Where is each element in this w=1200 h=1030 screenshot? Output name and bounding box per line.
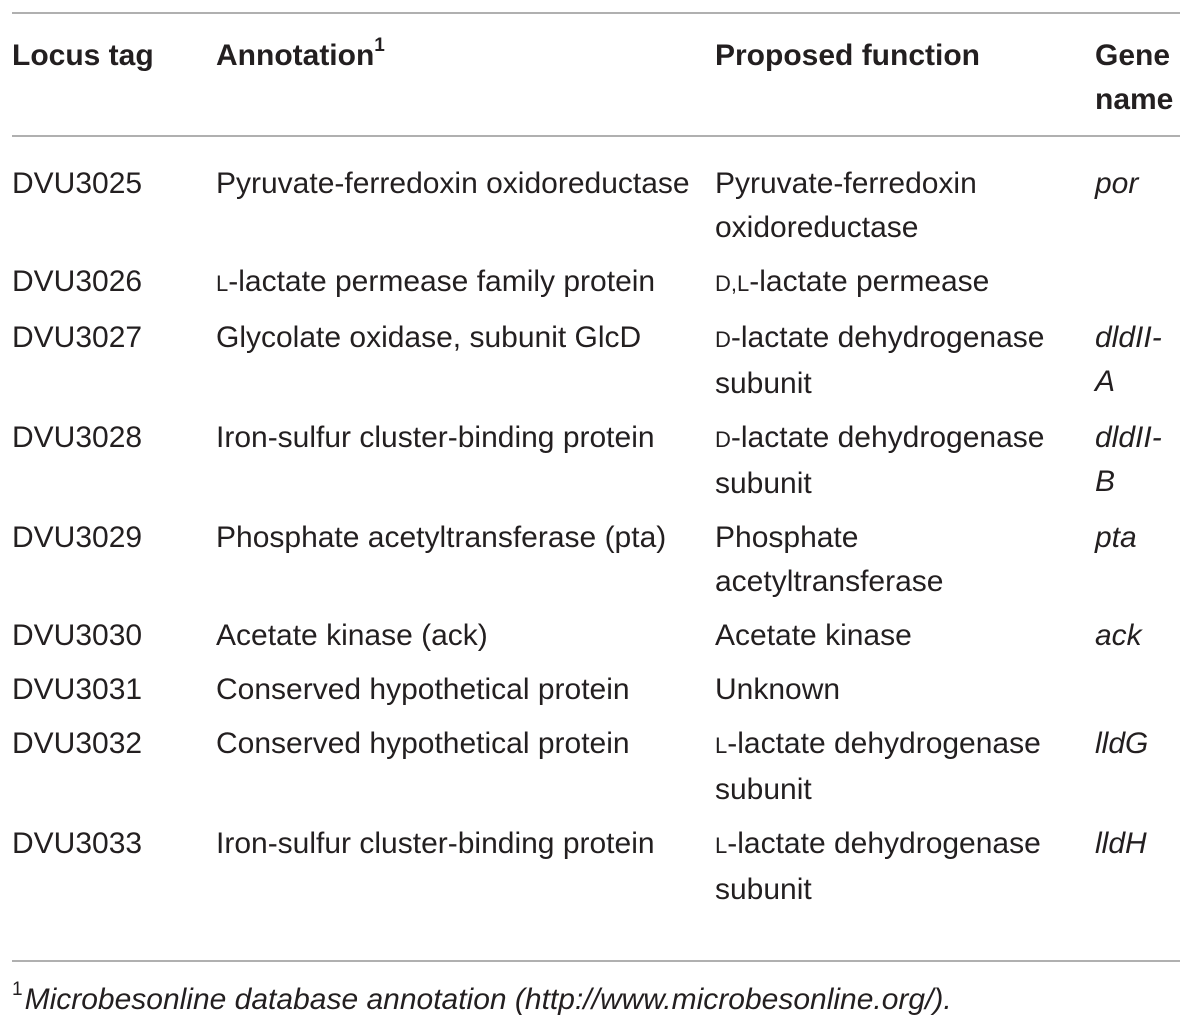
cell-locus: DVU3032 (12, 727, 143, 760)
table-row (12, 614, 1180, 668)
header-proposed-function: Proposed function (715, 39, 980, 72)
cell-gene: dldII-A (1095, 321, 1162, 398)
header-locus-tag: Locus tag (12, 39, 154, 72)
cell-function: Unknown (715, 673, 841, 706)
header-row (12, 12, 1180, 141)
cell-gene: dldII-B (1095, 421, 1162, 498)
cell-function: Acetate kinase (715, 619, 912, 652)
bottom-rule (12, 960, 1180, 962)
cell-locus: DVU3025 (12, 167, 143, 200)
cell-annotation: Conserved hypothetical protein (216, 727, 630, 760)
table-row (12, 141, 1180, 260)
cell-gene: lldG (1095, 727, 1149, 760)
cell-annotation: Glycolate oxidase, subunit GlcD (216, 321, 642, 354)
cell-gene: lldH (1095, 827, 1147, 860)
cell-gene: ack (1095, 619, 1142, 652)
table-row (12, 822, 1180, 930)
footnote-marker: 1 (12, 979, 23, 1000)
gene-table (12, 12, 1180, 930)
cell-gene: pta (1095, 521, 1137, 554)
table-row (12, 668, 1180, 722)
cell-locus: DVU3027 (12, 321, 143, 354)
cell-annotation: Conserved hypothetical protein (216, 673, 630, 706)
cell-function: L-lactate dehydrogenase subunit (715, 727, 1041, 806)
table-footnote (12, 978, 952, 1022)
table-row (12, 416, 1180, 516)
cell-annotation: Acetate kinase (ack) (216, 619, 488, 652)
cell-function: Phosphate acetyltransferase (715, 521, 944, 598)
cell-locus: DVU3028 (12, 421, 143, 454)
header-gene-name: Gene name (1095, 39, 1174, 116)
cell-function: D,L-lactate permease (715, 265, 990, 298)
table-row (12, 516, 1180, 614)
header-annotation-footnote-marker: 1 (374, 35, 385, 56)
cell-annotation: Iron-sulfur cluster-binding protein (216, 827, 655, 860)
footnote-text: Microbesonline database annotation (http://www.microbesonline.org/). (24, 983, 952, 1016)
cell-gene: por (1095, 167, 1139, 200)
cell-locus: DVU3033 (12, 827, 143, 860)
cell-annotation: L-lactate permease family protein (216, 265, 656, 298)
cell-function: L-lactate dehydrogenase subunit (715, 827, 1041, 906)
cell-annotation: Phosphate acetyltransferase (pta) (216, 521, 667, 554)
cell-locus: DVU3031 (12, 673, 143, 706)
cell-gene (1095, 668, 1180, 722)
cell-locus: DVU3029 (12, 521, 143, 554)
table-row (12, 722, 1180, 822)
header-annotation: Annotation$^1$ (216, 35, 385, 72)
cell-locus: DVU3030 (12, 619, 143, 652)
cell-gene (1095, 260, 1180, 316)
table-row (12, 260, 1180, 316)
cell-function: D-lactate dehydrogenase subunit (715, 321, 1045, 400)
table-row (12, 316, 1180, 416)
cell-annotation: Iron-sulfur cluster-binding protein (216, 421, 655, 454)
cell-function: Pyruvate-ferredoxin oxidoreductase (715, 167, 977, 244)
cell-locus: DVU3026 (12, 265, 143, 298)
cell-annotation: Pyruvate-ferredoxin oxidoreductase (216, 167, 690, 200)
cell-function: D-lactate dehydrogenase subunit (715, 421, 1045, 500)
